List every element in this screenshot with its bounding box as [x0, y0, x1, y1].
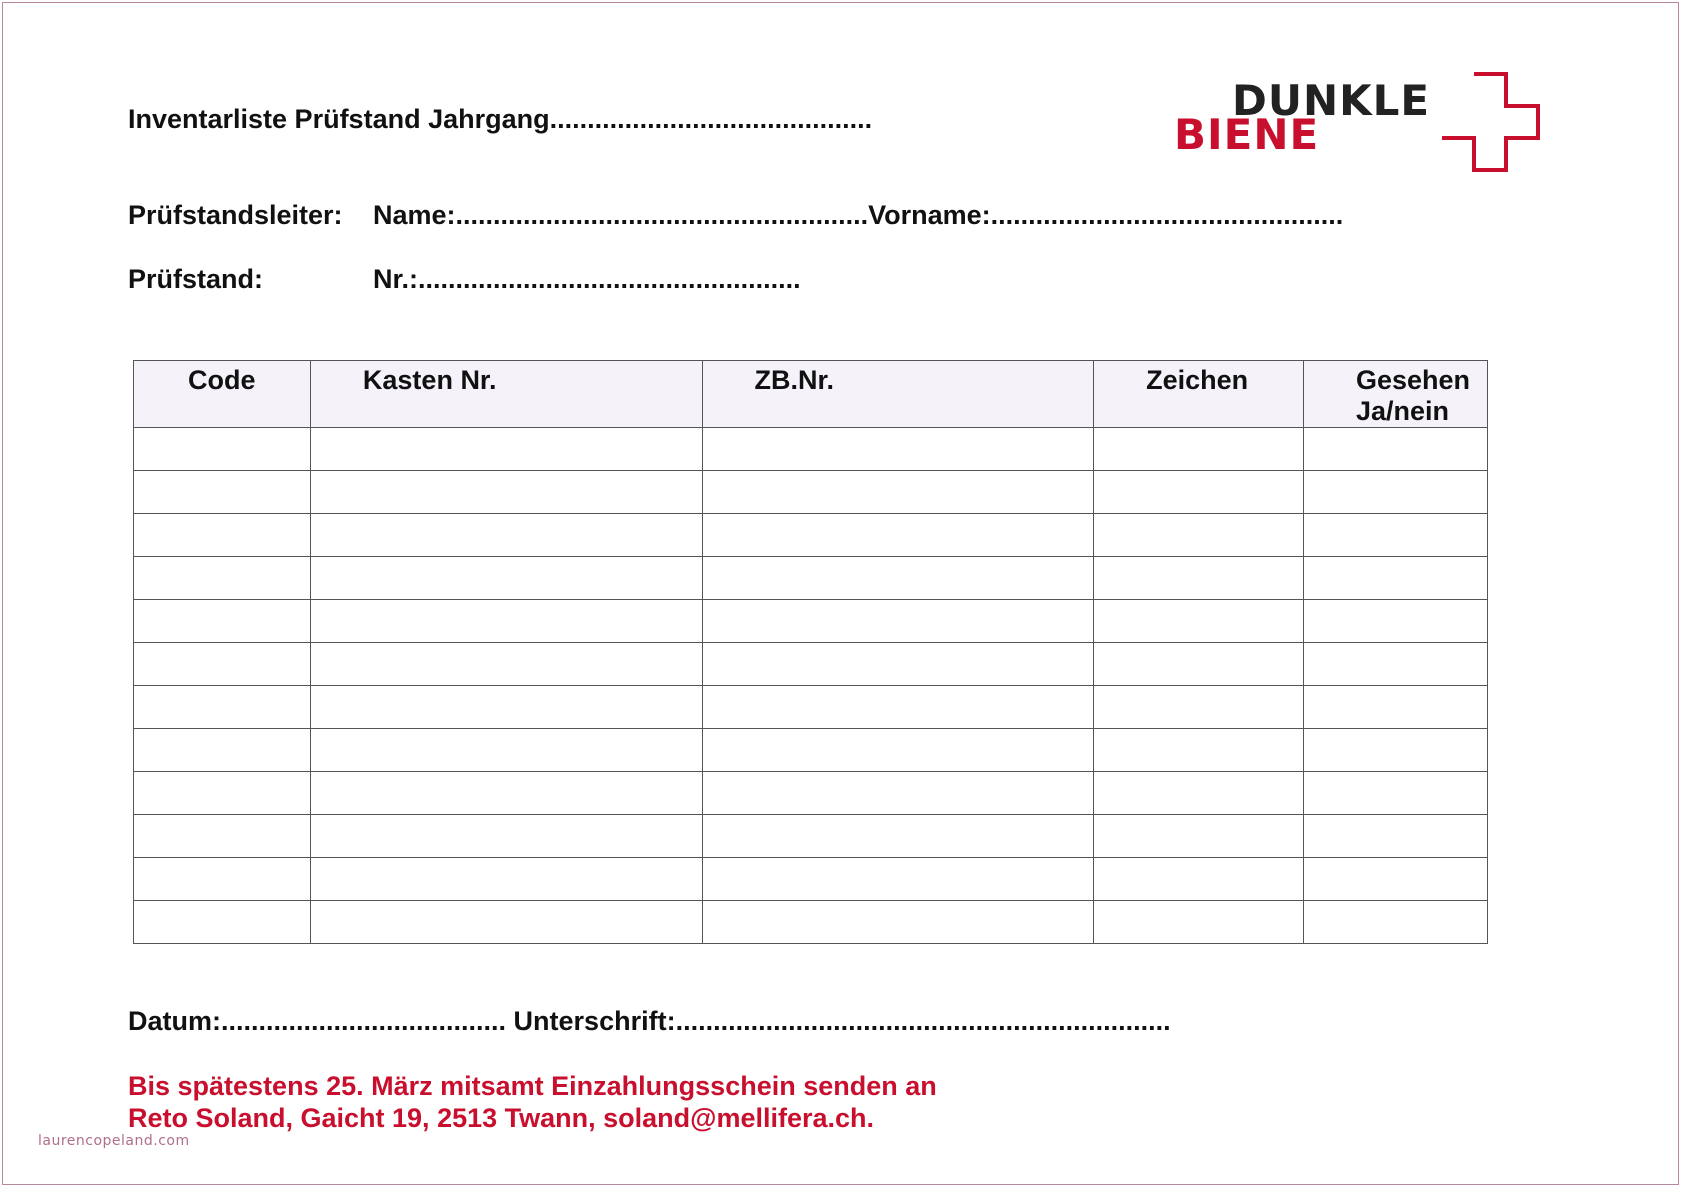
header-gesehen-line2: Ja/nein	[1355, 396, 1450, 426]
cell-code[interactable]	[134, 514, 311, 557]
table-header-row	[134, 361, 1488, 428]
table-row	[134, 514, 1488, 557]
header-kasten-nr: Kasten Nr.	[310, 361, 702, 428]
table-row	[134, 901, 1488, 944]
watermark: laurencopeland.com	[38, 1133, 190, 1149]
cell-kasten[interactable]	[310, 772, 702, 815]
cell-code[interactable]	[134, 471, 311, 514]
logo-line-biene: BIENE	[1174, 110, 1320, 159]
cell-zeichen[interactable]	[1094, 514, 1304, 557]
cell-zeichen[interactable]	[1094, 643, 1304, 686]
table-row	[134, 772, 1488, 815]
logo-line-dunkle: DUNKLE	[1232, 76, 1431, 125]
cell-zb[interactable]	[702, 428, 1094, 471]
header-zb-nr: ZB.Nr.	[702, 361, 1094, 428]
cell-kasten[interactable]	[310, 858, 702, 901]
header-zeichen: Zeichen	[1094, 361, 1304, 428]
cell-gesehen[interactable]	[1303, 815, 1487, 858]
cell-code[interactable]	[134, 643, 311, 686]
cell-zb[interactable]	[702, 686, 1094, 729]
cell-kasten[interactable]	[310, 815, 702, 858]
cell-kasten[interactable]	[310, 600, 702, 643]
instruction-note	[128, 1070, 937, 1134]
cell-zb[interactable]	[702, 600, 1094, 643]
cell-code[interactable]	[134, 557, 311, 600]
cell-zeichen[interactable]	[1094, 471, 1304, 514]
note-line-1: Bis spätestens 25. März mitsamt Einzahlungsschein senden an	[128, 1071, 937, 1101]
inventory-table	[133, 360, 1488, 944]
cell-kasten[interactable]	[310, 514, 702, 557]
table-row	[134, 858, 1488, 901]
cell-zeichen[interactable]	[1094, 815, 1304, 858]
cell-gesehen[interactable]	[1303, 428, 1487, 471]
cell-gesehen[interactable]	[1303, 600, 1487, 643]
stand-label: Prüfstand:	[128, 264, 263, 294]
cell-code[interactable]	[134, 600, 311, 643]
cell-zb[interactable]	[702, 901, 1094, 944]
cell-gesehen[interactable]	[1303, 729, 1487, 772]
cell-kasten[interactable]	[310, 686, 702, 729]
cell-gesehen[interactable]	[1303, 686, 1487, 729]
cell-gesehen[interactable]	[1303, 772, 1487, 815]
table-row	[134, 600, 1488, 643]
table-row	[134, 686, 1488, 729]
cell-zb[interactable]	[702, 815, 1094, 858]
cell-zeichen[interactable]	[1094, 686, 1304, 729]
cell-zb[interactable]	[702, 858, 1094, 901]
cell-zb[interactable]	[702, 471, 1094, 514]
date-signature-line: Datum:...................................... Unterschrift:..................................................................	[128, 1006, 1171, 1036]
table-row	[134, 471, 1488, 514]
cell-zeichen[interactable]	[1094, 858, 1304, 901]
cell-zb[interactable]	[702, 514, 1094, 557]
cell-kasten[interactable]	[310, 729, 702, 772]
form-title: Inventarliste Prüfstand Jahrgang...........................................	[128, 104, 873, 134]
cell-gesehen[interactable]	[1303, 471, 1487, 514]
stand-number-field: Nr.:...................................................	[373, 264, 801, 294]
table-row	[134, 643, 1488, 686]
cell-kasten[interactable]	[310, 471, 702, 514]
table-row	[134, 729, 1488, 772]
cell-gesehen[interactable]	[1303, 514, 1487, 557]
table-row	[134, 815, 1488, 858]
cell-kasten[interactable]	[310, 557, 702, 600]
cell-code[interactable]	[134, 901, 311, 944]
cell-zb[interactable]	[702, 557, 1094, 600]
cell-zeichen[interactable]	[1094, 901, 1304, 944]
cell-code[interactable]	[134, 729, 311, 772]
cell-code[interactable]	[134, 428, 311, 471]
cell-zb[interactable]	[702, 729, 1094, 772]
cell-zeichen[interactable]	[1094, 428, 1304, 471]
cell-zeichen[interactable]	[1094, 729, 1304, 772]
cell-zb[interactable]	[702, 643, 1094, 686]
logo-dunkle-biene	[1170, 70, 1550, 175]
table-row	[134, 557, 1488, 600]
table-row	[134, 428, 1488, 471]
cell-code[interactable]	[134, 686, 311, 729]
header-gesehen	[1303, 361, 1487, 428]
leader-name-fields: Name:.......................................................Vorname:...............................................	[373, 200, 1344, 230]
header-gesehen-line1: Gesehen	[1355, 365, 1471, 395]
cell-gesehen[interactable]	[1303, 557, 1487, 600]
swiss-cross-icon	[1438, 70, 1550, 174]
cell-gesehen[interactable]	[1303, 643, 1487, 686]
cell-kasten[interactable]	[310, 901, 702, 944]
cell-kasten[interactable]	[310, 428, 702, 471]
cell-kasten[interactable]	[310, 643, 702, 686]
cell-code[interactable]	[134, 772, 311, 815]
cell-code[interactable]	[134, 815, 311, 858]
cell-zeichen[interactable]	[1094, 600, 1304, 643]
header-code: Code	[134, 361, 311, 428]
note-line-2: Reto Soland, Gaicht 19, 2513 Twann, soland@mellifera.ch.	[128, 1103, 875, 1133]
cell-code[interactable]	[134, 858, 311, 901]
cell-zeichen[interactable]	[1094, 557, 1304, 600]
cell-gesehen[interactable]	[1303, 901, 1487, 944]
cell-gesehen[interactable]	[1303, 858, 1487, 901]
leader-label: Prüfstandsleiter:	[128, 200, 343, 230]
cell-zb[interactable]	[702, 772, 1094, 815]
cell-zeichen[interactable]	[1094, 772, 1304, 815]
